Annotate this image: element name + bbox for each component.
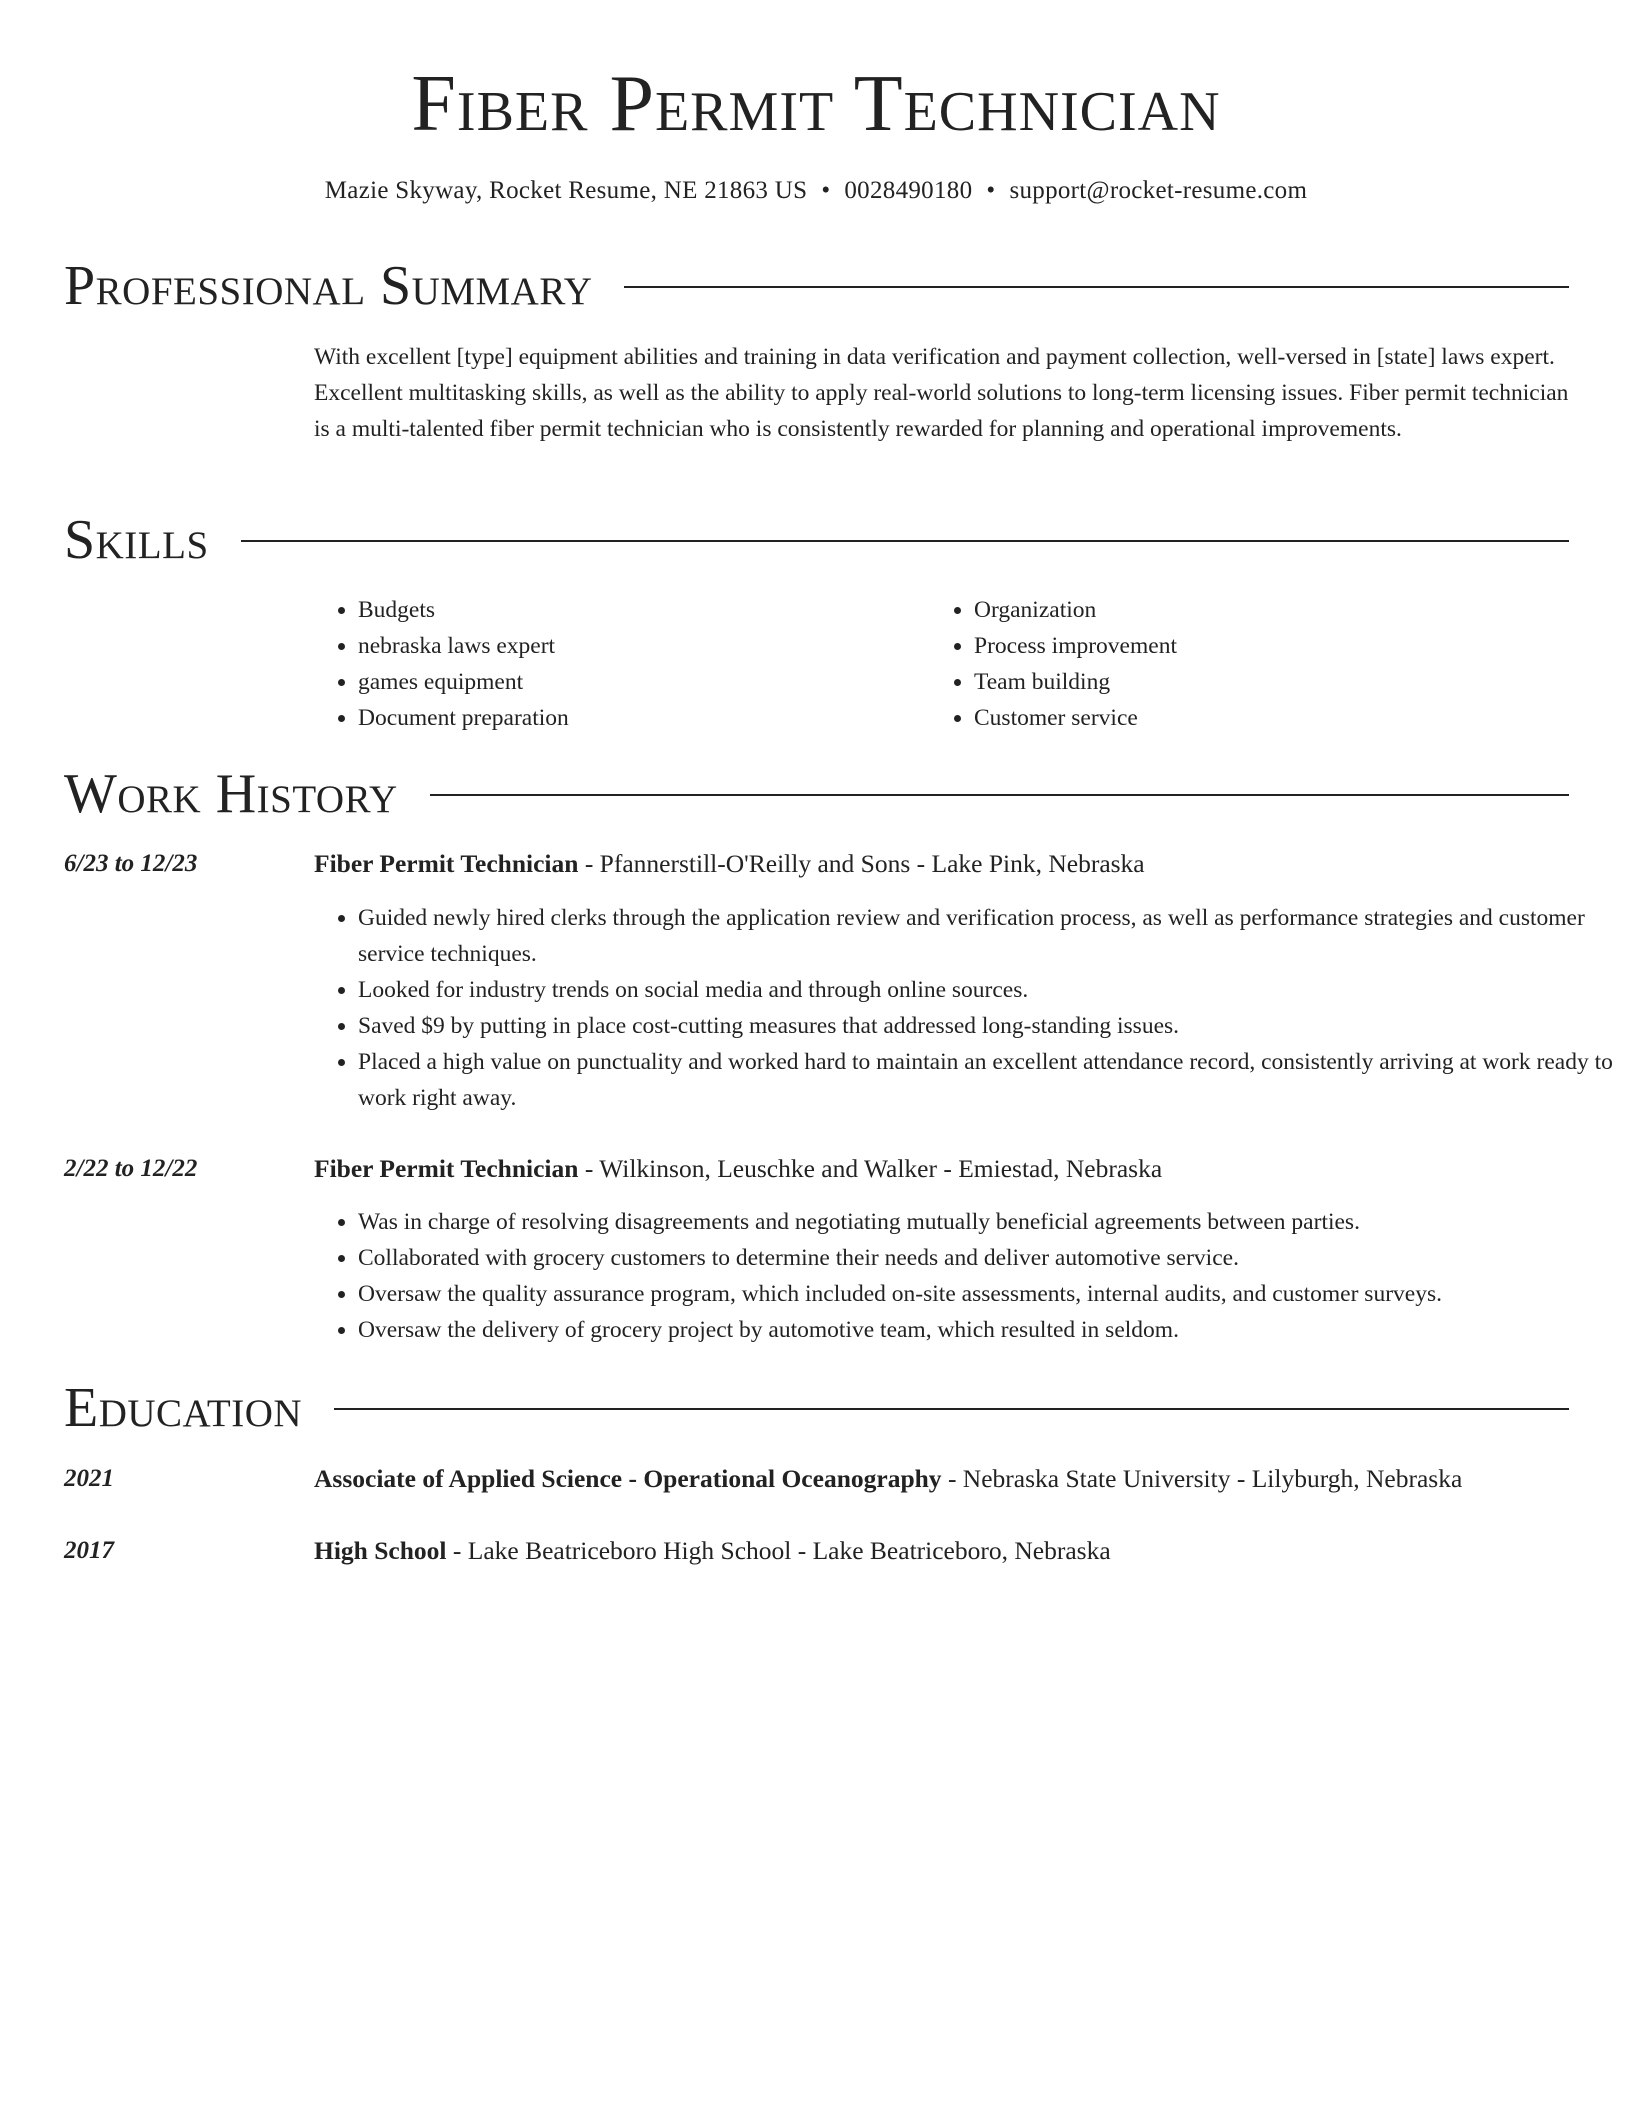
education-heading xyxy=(314,1533,1570,1569)
job-title: Fiber Permit Technician xyxy=(314,849,579,878)
job-details: - Wilkinson, Leuschke and Walker - Emiestad, Nebraska xyxy=(578,1154,1163,1183)
resume-title: Fiber Permit Technician xyxy=(411,60,1221,148)
contact-address: Mazie Skyway, Rocket Resume, NE 21863 US xyxy=(324,177,808,204)
job-details: - Pfannerstill-O'Reilly and Sons - Lake Pink, Nebraska xyxy=(578,849,1145,878)
education-details: - Nebraska State University - Lilyburgh, Nebraska xyxy=(941,1464,1463,1493)
job-bullets xyxy=(314,1204,1614,1348)
skill-item: • Process improvement xyxy=(974,628,1554,664)
section-education xyxy=(64,1376,1569,1440)
skill-item: • Budgets xyxy=(358,592,918,628)
job-title: Fiber Permit Technician xyxy=(314,1154,579,1183)
job-bullet: • Oversaw the quality assurance program, which included on-site assessments, internal audits, and customer surveys. xyxy=(358,1276,1614,1312)
skill-item: • Team building xyxy=(974,664,1554,700)
job-bullet: • Collaborated with grocery customers to determine their needs and deliver automotive service. xyxy=(358,1240,1614,1276)
skill-item: • Customer service xyxy=(974,700,1554,736)
job-bullets xyxy=(314,900,1614,1116)
education-heading xyxy=(314,1461,1570,1497)
job-heading xyxy=(314,846,1570,882)
summary-text: With excellent [type] equipment abilities and training in data verification and payment collection, well-versed in [state] laws expert. Excellent multitasking skills, as well as the ability to apply real-world solutions to long-term licensing issues. Fiber permit technician is a multi-talented fiber permit technician who is consistently rewarded for planning and operational improvements. xyxy=(314,344,1569,442)
section-work-history xyxy=(64,762,1569,826)
job-heading xyxy=(314,1151,1570,1187)
job-bullet: • Oversaw the delivery of grocery project by automotive team, which resulted in seldom. xyxy=(358,1312,1614,1348)
skill-item: • nebraska laws expert xyxy=(358,628,918,664)
section-divider xyxy=(430,794,1569,796)
contact-separator: • xyxy=(821,177,831,204)
education-year: 2017 xyxy=(64,1537,114,1564)
section-heading: Skills xyxy=(64,509,209,571)
section-divider xyxy=(624,286,1569,288)
skill-item: • Document preparation xyxy=(358,700,918,736)
section-divider xyxy=(334,1408,1569,1410)
section-heading: Work History xyxy=(64,763,398,825)
job-bullet: • Placed a high value on punctuality and worked hard to maintain an excellent attendance record, consistently arriving at work ready to work right away. xyxy=(358,1044,1614,1116)
skills-list-left xyxy=(314,592,918,736)
section-skills xyxy=(64,508,1569,572)
contact-line xyxy=(0,174,1632,208)
skills-list-right xyxy=(930,592,1554,736)
education-degree: Associate of Applied Science - Operational Oceanography xyxy=(314,1464,942,1493)
section-heading: Professional Summary xyxy=(64,255,593,317)
skill-item: • games equipment xyxy=(358,664,918,700)
education-year: 2021 xyxy=(64,1465,114,1492)
contact-email[interactable]: support@rocket-resume.com xyxy=(1009,177,1308,204)
education-degree: High School xyxy=(314,1536,447,1565)
skill-item: • Organization xyxy=(974,592,1554,628)
section-professional-summary xyxy=(64,254,1569,318)
job-dates: 6/23 to 12/23 xyxy=(64,850,198,877)
job-dates: 2/22 to 12/22 xyxy=(64,1155,198,1182)
job-bullet: • Guided newly hired clerks through the application review and verification process, as well as performance strategies and customer service techniques. xyxy=(358,900,1614,972)
contact-phone: 0028490180 xyxy=(844,177,973,204)
job-bullet: • Looked for industry trends on social media and through online sources. xyxy=(358,972,1614,1008)
job-bullet: • Saved $9 by putting in place cost-cutting measures that addressed long-standing issues. xyxy=(358,1008,1614,1044)
job-bullet: • Was in charge of resolving disagreements and negotiating mutually beneficial agreements between parties. xyxy=(358,1204,1614,1240)
contact-separator: • xyxy=(986,177,996,204)
section-divider xyxy=(241,540,1569,542)
section-heading: Education xyxy=(64,1377,303,1439)
education-details: - Lake Beatriceboro High School - Lake Beatriceboro, Nebraska xyxy=(446,1536,1111,1565)
